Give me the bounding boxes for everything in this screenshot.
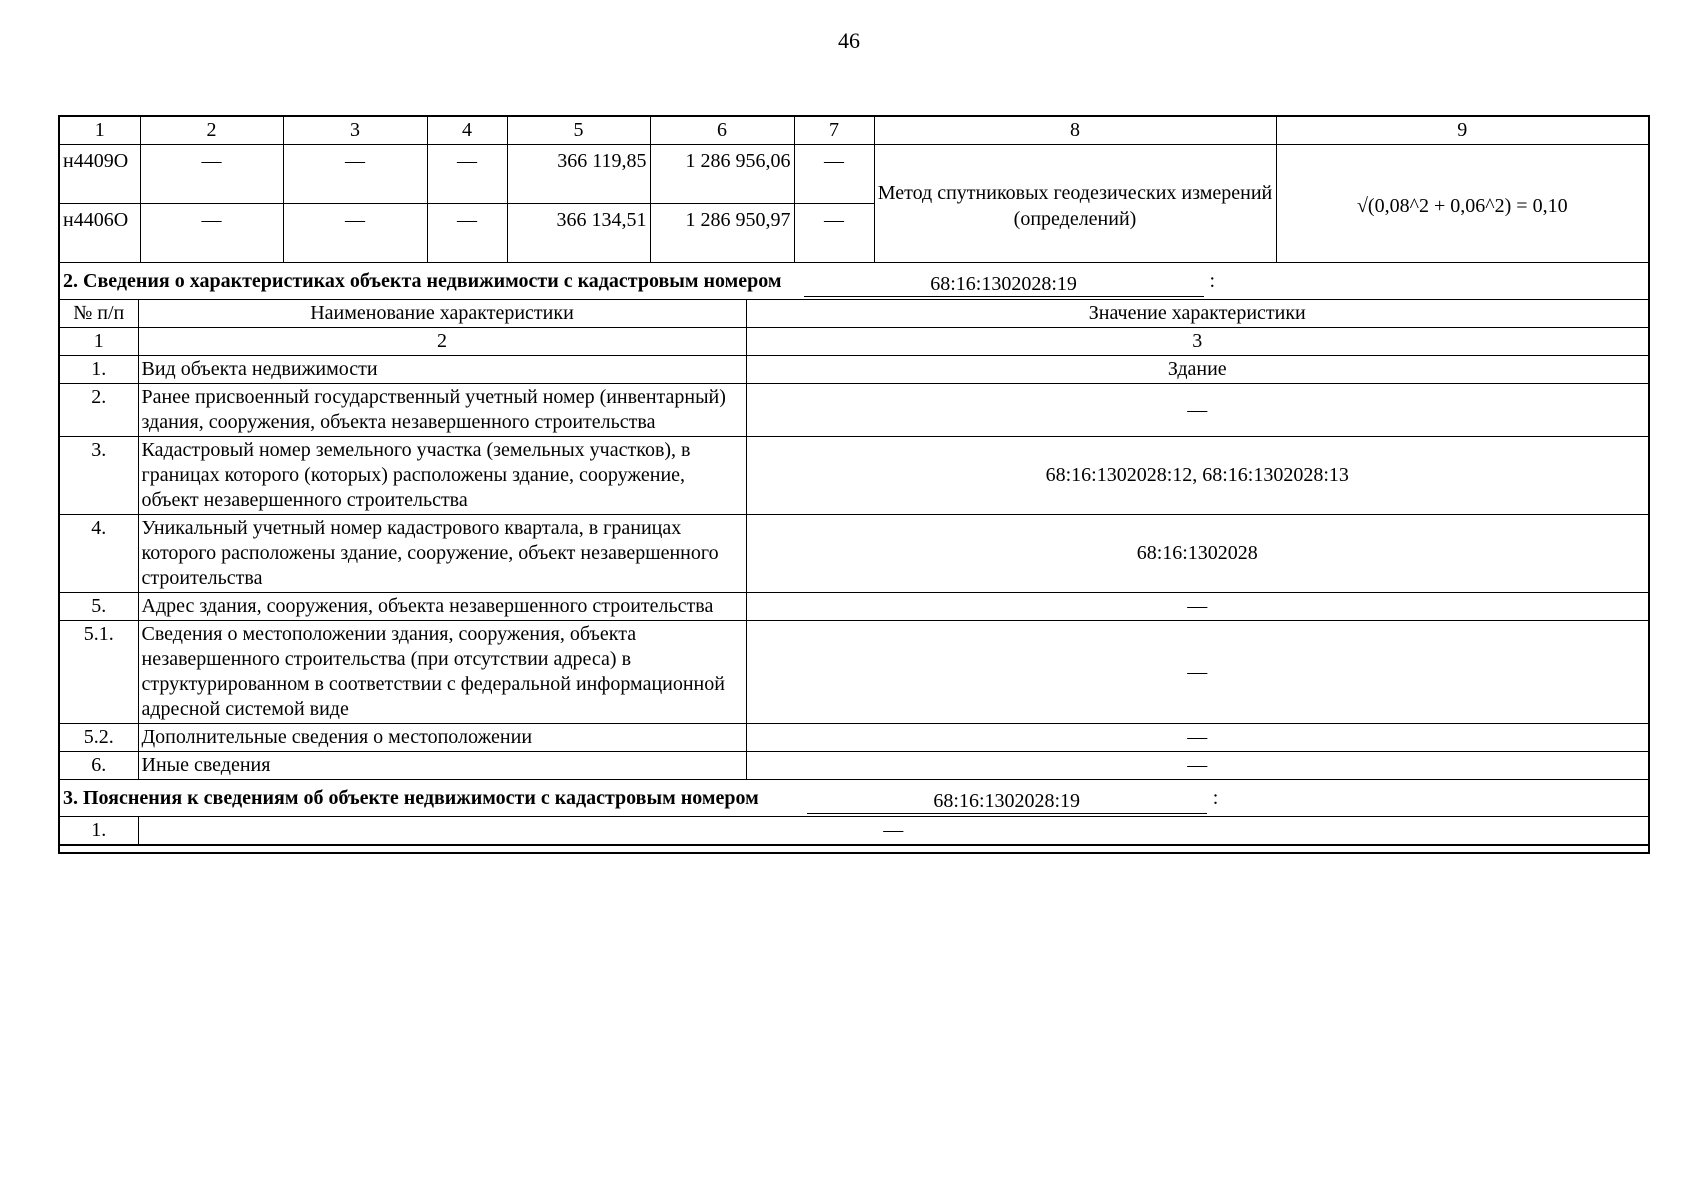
characteristic-name: Адрес здания, сооружения, объекта незавершенного строительства [138,593,746,621]
table-row [60,593,1648,621]
row-number: 1. [60,817,138,845]
characteristic-name: Ранее присвоенный государственный учетный номер (инвентарный) здания, сооружения, объекта незавершенного строительства [138,384,746,437]
col-header: 7 [794,117,874,145]
characteristic-value: — [746,621,1648,724]
table-row [60,752,1648,780]
characteristic-name: Уникальный учетный номер кадастрового квартала, в границах которого расположены здание, сооружение, объект незавершенного строительства [138,515,746,593]
table-row [60,145,1648,204]
characteristic-value: Здание [746,356,1648,384]
characteristic-name: Дополнительные сведения о местоположении [138,724,746,752]
col-header: 8 [874,117,1276,145]
page-number: 46 [838,28,860,53]
col-header: 5 [507,117,650,145]
characteristic-name: Сведения о местоположении здания, сооружения, объекта незавершенного строительства (при отсутствии адреса) в структурированном в соответствии с федеральной информационной адресной системой виде [138,621,746,724]
characteristics-header-row [60,300,1648,328]
explanation-text: — [138,817,1648,845]
cell-value: — [794,204,874,263]
characteristic-name: Вид объекта недвижимости [138,356,746,384]
table-end-rule [60,845,1648,852]
section-3-title: 3. Пояснения к сведениям об объекте недвижимости с кадастровым номером [63,786,759,809]
cell-value: — [427,145,507,204]
col-number: 1 [60,328,138,356]
coords-header-row [60,117,1648,145]
section-2-title: 2. Сведения о характеристиках объекта недвижимости с кадастровым номером [63,269,782,292]
characteristic-value: — [746,752,1648,780]
row-number: 1. [60,356,138,384]
colon: : [1212,786,1219,809]
cell-value: — [427,204,507,263]
col-header-value: Значение характеристики [746,300,1648,328]
cadastral-number-field: 68:16:1302028:19 [807,789,1207,814]
row-number: 5.1. [60,621,138,724]
col-header: 1 [60,117,140,145]
cell-value: — [283,145,427,204]
characteristic-value: 68:16:1302028:12, 68:16:1302028:13 [746,437,1648,515]
point-name: н4409О [60,145,140,204]
table-row [60,621,1648,724]
table-row [60,356,1648,384]
row-number: 5.2. [60,724,138,752]
cadastral-document-sheet [58,115,1650,854]
col-header-num: № п/п [60,300,138,328]
col-header: 6 [650,117,794,145]
characteristic-value: — [746,724,1648,752]
cell-value: — [794,145,874,204]
coordinate-x: 366 134,51 [507,204,650,263]
characteristic-name: Кадастровый номер земельного участка (земельных участков), в границах которого (которых) расположены здание, сооружение, объект незавершенного строительства [138,437,746,515]
accuracy-formula: √(0,08^2 + 0,06^2) = 0,10 [1276,145,1648,263]
characteristic-value: 68:16:1302028 [746,515,1648,593]
characteristic-value: — [746,384,1648,437]
cell-value: — [283,204,427,263]
col-number: 3 [746,328,1648,356]
characteristic-name: Иные сведения [138,752,746,780]
coordinates-table [60,117,1648,263]
table-row [60,384,1648,437]
row-number: 4. [60,515,138,593]
row-number: 5. [60,593,138,621]
row-number: 3. [60,437,138,515]
row-number: 2. [60,384,138,437]
col-header: 2 [140,117,283,145]
section-3-title-row [60,780,1648,817]
point-name: н4406О [60,204,140,263]
section-2-title-row [60,263,1648,300]
col-header: 3 [283,117,427,145]
cell-value: — [140,204,283,263]
explanations-table [60,780,1648,845]
col-header: 9 [1276,117,1648,145]
col-header: 4 [427,117,507,145]
table-row [60,724,1648,752]
col-header-name: Наименование характеристики [138,300,746,328]
row-number: 6. [60,752,138,780]
coordinate-y: 1 286 956,06 [650,145,794,204]
table-row [60,437,1648,515]
characteristic-value: — [746,593,1648,621]
characteristics-table [60,263,1648,780]
coordinate-x: 366 119,85 [507,145,650,204]
coordinate-y: 1 286 950,97 [650,204,794,263]
column-numbers-row [60,328,1648,356]
table-row [60,515,1648,593]
determination-method: Метод спутниковых геодезических измерений (определений) [874,145,1276,263]
colon: : [1209,269,1216,292]
col-number: 2 [138,328,746,356]
cadastral-number-field: 68:16:1302028:19 [804,272,1204,297]
cell-value: — [140,145,283,204]
table-row [60,817,1648,845]
